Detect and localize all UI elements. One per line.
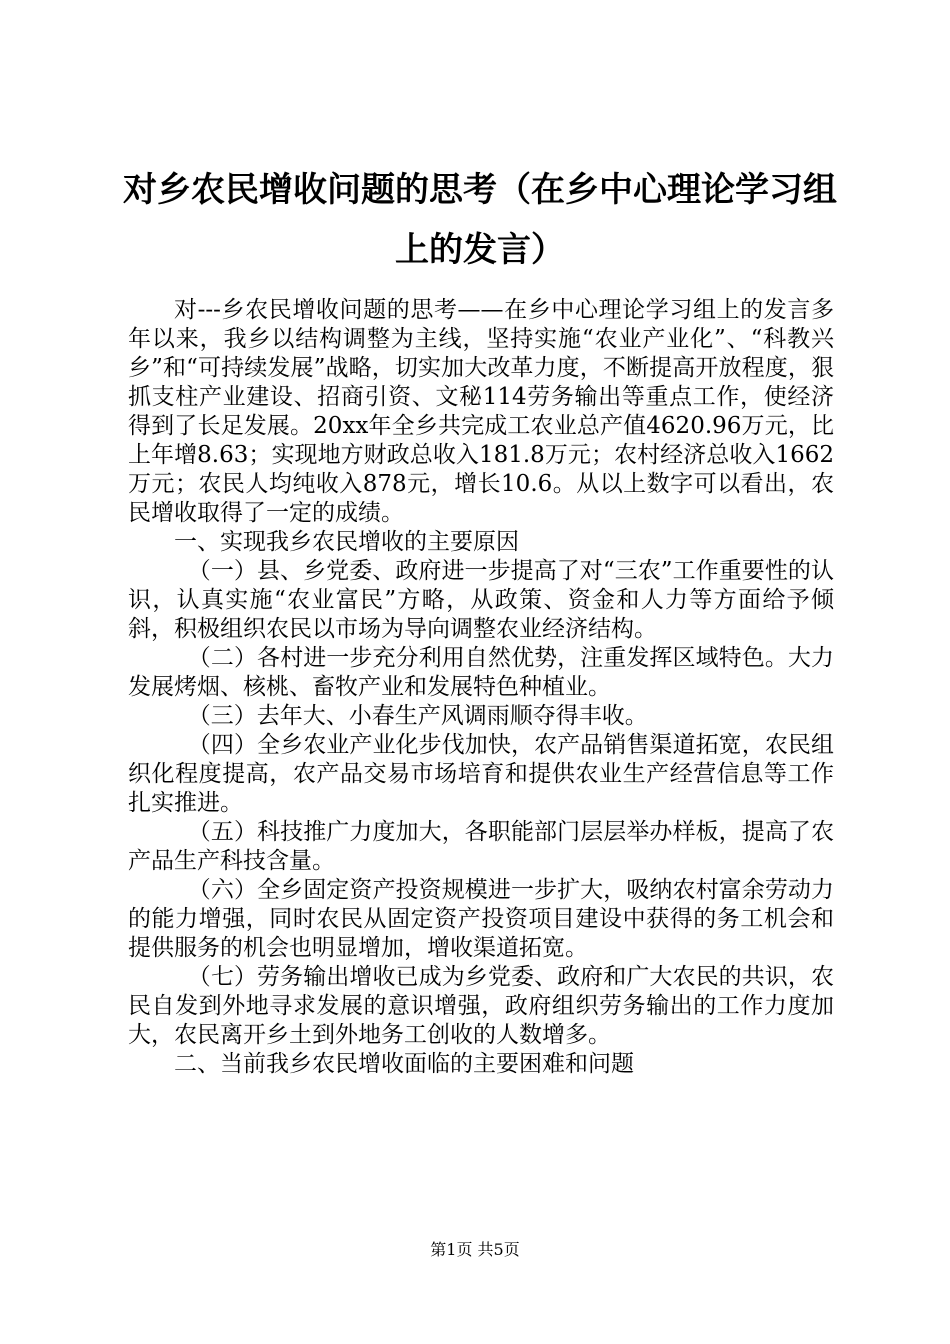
page-number-footer: 第1页 共5页 [430,1240,520,1259]
paragraph-reason-6: （六）全乡固定资产投资规模进一步扩大，吸纳农村富余劳动力的能力增强，同时农民从固定资产投资项目建设中获得的务工机会和提供服务的机会也明显增加，增收渠道拓宽。 [128,877,834,961]
paragraph-reason-2: （二）各村进一步充分利用自然优势，注重发挥区域特色。大力发展烤烟、核桃、畜牧产业和发展特色种植业。 [128,645,834,700]
section-heading-2: 二、当前我乡农民增收面临的主要困难和问题 [174,1051,634,1077]
paragraph-reason-7: （七）劳务输出增收已成为乡党委、政府和广大农民的共识，农民自发到外地寻求发展的意识增强，政府组织劳务输出的工作力度加大，农民离开乡土到外地务工创收的人数增多。 [128,964,834,1048]
section-heading-1: 一、实现我乡农民增收的主要原因 [174,529,519,555]
document-title: 对乡农民增收问题的思考（在乡中心理论学习组上的发言） [123,170,837,270]
paragraph-reason-1: （一）县、乡党委、政府进一步提高了对“三农”工作重要性的认识，认真实施“农业富民”方略，从政策、资金和人力等方面给予倾斜，积极组织农民以市场为导向调整农业经济结构。 [128,558,834,642]
paragraph-intro: 对---乡农民增收问题的思考——在乡中心理论学习组上的发言多年以来，我乡以结构调整为主线，坚持实施“农业产业化”、“科教兴乡”和“可持续发展”战略，切实加大改革力度，不断提高开放程度，狠抓支柱产业建设、招商引资、文秘114劳务输出等重点工作，使经济得到了长足发展。20xx年全乡共完成工农业总产值4620.96万元，比上年增8.63；实现地方财政总收入181.8万元；农村经济总收入1662万元；农民人均纯收入878元，增长10.6。从以上数字可以看出，农民增收取得了一定的成绩。 [128,297,834,526]
paragraph-reason-5: （五）科技推广力度加大，各职能部门层层举办样板，提高了农产品生产科技含量。 [128,819,834,874]
document-body [128,296,834,1079]
paragraph-reason-3: （三）去年大、小春生产风调雨顺夺得丰收。 [187,703,648,729]
paragraph-reason-4: （四）全乡农业产业化步伐加快，农产品销售渠道拓宽，农民组织化程度提高，农产品交易市场培育和提供农业生产经营信息等工作扎实推进。 [128,732,834,816]
